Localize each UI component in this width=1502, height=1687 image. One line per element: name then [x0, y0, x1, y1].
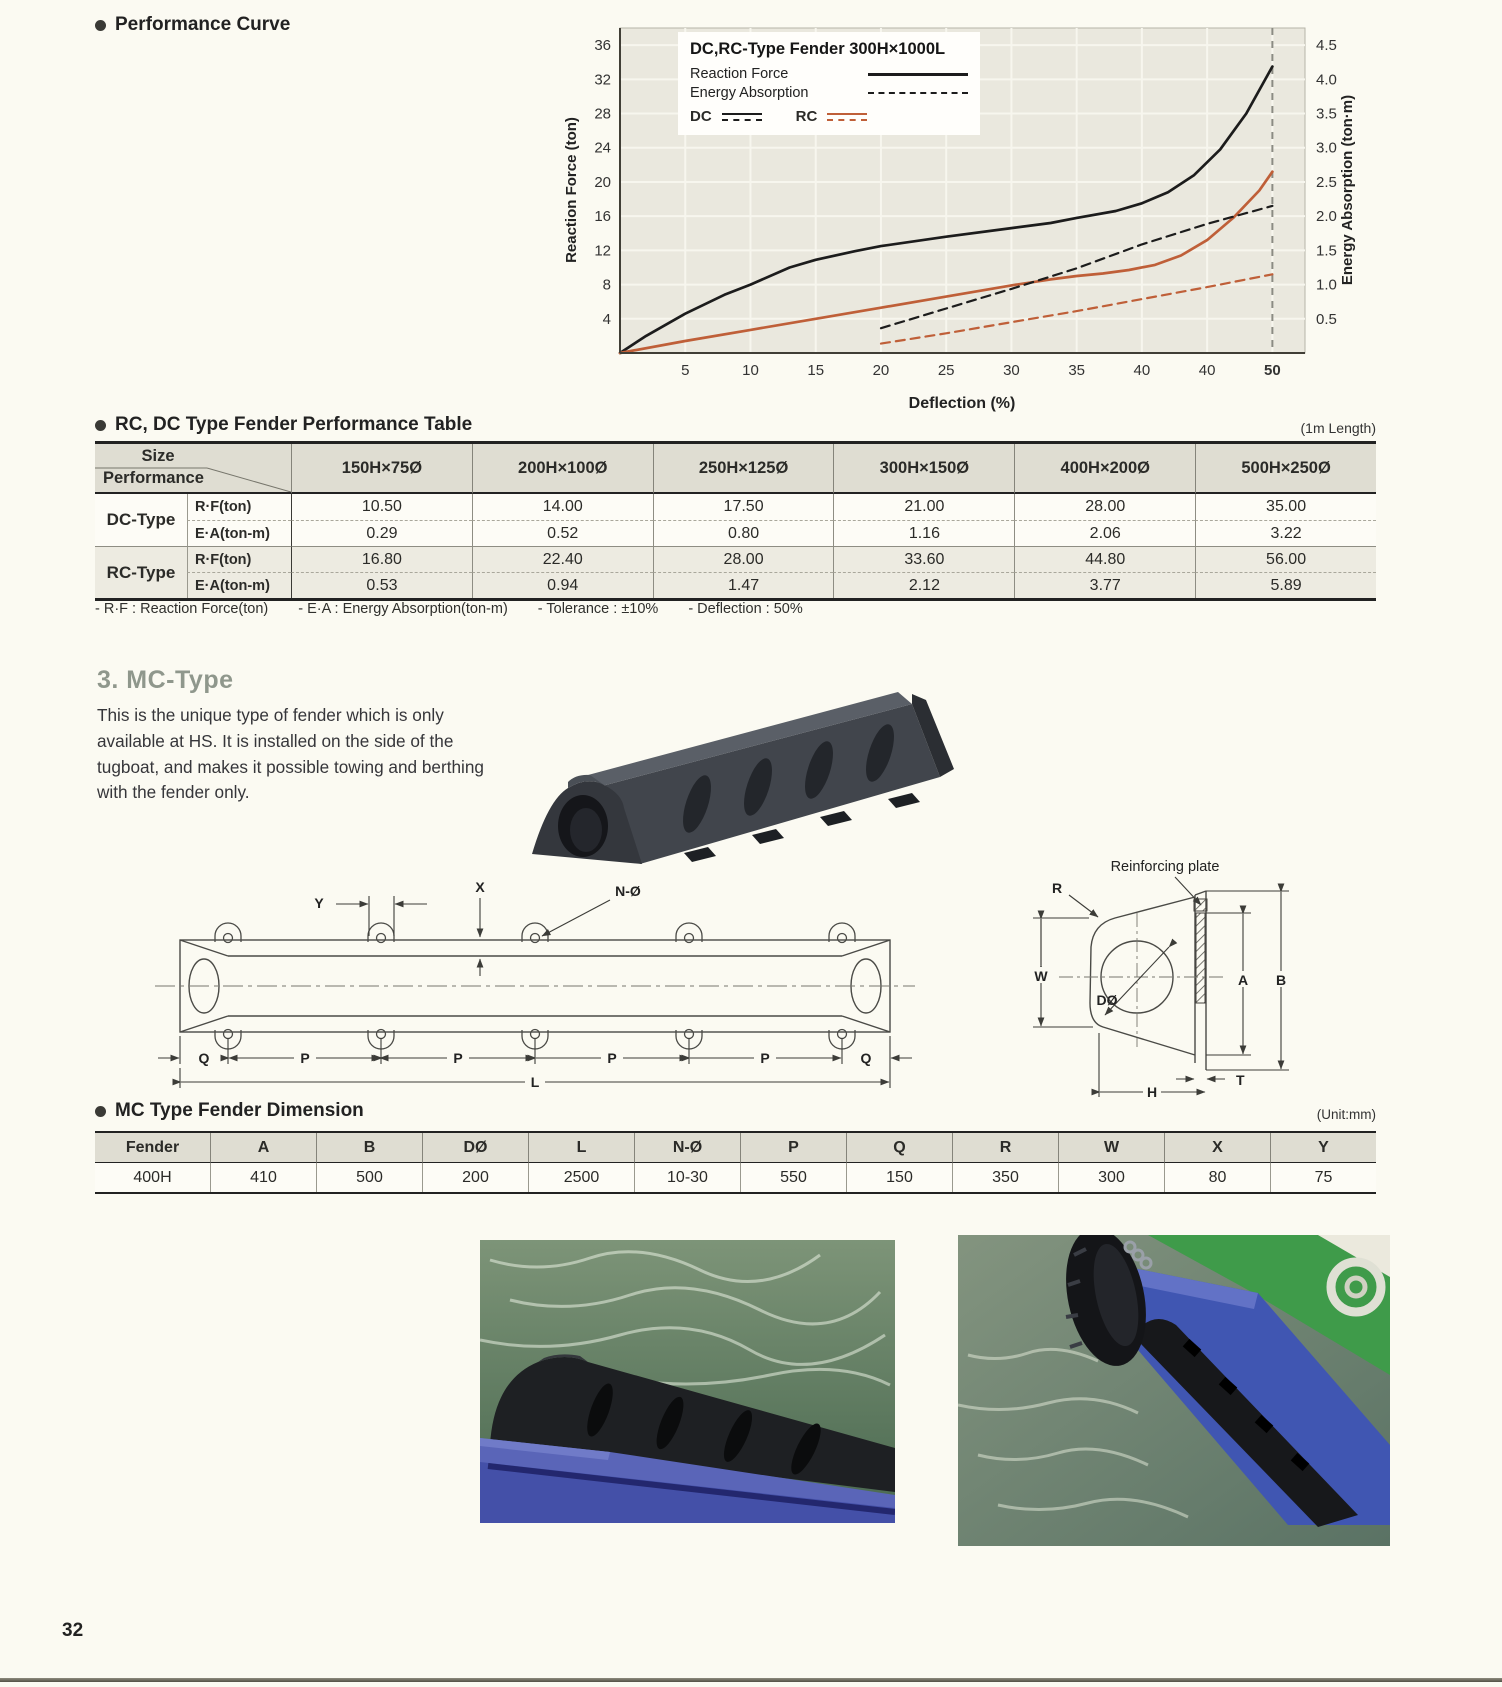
dim-table: [95, 1131, 1376, 1194]
x-tick-label: 25: [937, 362, 955, 379]
legend-dashed-line-icon: [868, 92, 968, 94]
cross-section-drawing: [995, 855, 1315, 1099]
perf-param-label: E·A(ton-m): [187, 520, 291, 546]
dim-table-title: MC Type Fender Dimension: [115, 1100, 364, 1121]
perf-value-cell: 3.22: [1195, 520, 1376, 546]
dim-col-header: W: [1058, 1133, 1164, 1163]
legend-solid-line-icon: [868, 73, 968, 76]
legend-row-dc-rc: [690, 108, 968, 125]
bottom-rule: [0, 1678, 1502, 1682]
dim-value-cell: 550: [740, 1163, 846, 1192]
svg-text:H: H: [1146, 1084, 1158, 1099]
dim-value-cell: 10-30: [634, 1163, 740, 1192]
svg-text:P: P: [300, 1050, 310, 1066]
perf-value-cell: 28.00: [653, 546, 834, 572]
dim-col-header: L: [528, 1133, 634, 1163]
dim-value-cell: 410: [210, 1163, 316, 1192]
y-left-tick-label: 28: [594, 105, 611, 123]
bullet-icon: [95, 420, 106, 431]
dim-col-header: Y: [1270, 1133, 1376, 1163]
dim-value-cell: 300: [1058, 1163, 1164, 1192]
bullet-icon: [95, 20, 106, 31]
x-tick-label: 40: [1198, 362, 1216, 379]
perf-param-label: R·F(ton): [187, 494, 291, 520]
perf-col-header: 400H×200Ø: [1014, 444, 1195, 494]
performance-curve-title: Performance Curve: [115, 14, 291, 35]
perf-table: [95, 441, 1376, 601]
svg-text:P: P: [453, 1050, 463, 1066]
chart-title: DC,RC-Type Fender 300H×1000L: [690, 40, 946, 58]
performance-chart: [560, 18, 1370, 422]
y-left-tick-label: 32: [594, 71, 611, 89]
y-axis-right-label: Energy Absorption (ton·m): [1339, 94, 1356, 286]
y-right-tick-label: 3.0: [1316, 139, 1337, 157]
perf-corner-cell: [95, 444, 291, 494]
svg-text:T: T: [1236, 1072, 1245, 1088]
length-note: (1m Length): [1300, 420, 1376, 436]
perf-value-cell: 3.77: [1014, 572, 1195, 598]
y-right-tick-label: 3.5: [1316, 105, 1337, 123]
legend-row-energy: [690, 85, 968, 101]
perf-value-cell: 0.53: [291, 572, 472, 598]
perf-table-footnotes: [95, 601, 1376, 617]
photo-left-fender-installed: [480, 1240, 895, 1523]
perf-col-header: 200H×100Ø: [472, 444, 653, 494]
perf-value-cell: 22.40: [472, 546, 653, 572]
y-left-tick-label: 24: [594, 139, 611, 157]
perf-value-cell: 1.47: [653, 572, 834, 598]
svg-text:DØ: DØ: [1096, 992, 1118, 1008]
perf-value-cell: 56.00: [1195, 546, 1376, 572]
perf-group-label: DC-Type: [95, 494, 187, 546]
perf-table-title: RC, DC Type Fender Performance Table: [115, 414, 473, 435]
dim-col-header: A: [210, 1133, 316, 1163]
svg-text:Q: Q: [198, 1050, 210, 1066]
perf-value-cell: 1.16: [833, 520, 1014, 546]
svg-text:P: P: [760, 1050, 770, 1066]
x-tick-label: 40: [1133, 362, 1151, 379]
mc-type-description: This is the unique type of fender which is only available at HS. It is installed on the side of the tugboat, and makes it possible towing and berthing with the fender only.: [97, 705, 484, 803]
perf-value-cell: 33.60: [833, 546, 1014, 572]
perf-group-label: RC-Type: [95, 546, 187, 598]
dim-col-header: Fender: [95, 1133, 210, 1163]
y-right-tick-label: 4.5: [1316, 37, 1337, 55]
y-left-tick-label: 36: [594, 37, 611, 55]
dim-value-cell: 350: [952, 1163, 1058, 1192]
perf-value-cell: 0.94: [472, 572, 653, 598]
perf-col-header: 500H×250Ø: [1195, 444, 1376, 494]
y-left-tick-label: 20: [594, 173, 611, 191]
perf-value-cell: 28.00: [1014, 494, 1195, 520]
dim-col-header: P: [740, 1133, 846, 1163]
x-tick-label: 10: [742, 362, 759, 379]
page-number: 32: [62, 1620, 84, 1641]
x-tick-label: 20: [872, 362, 890, 379]
perf-footnote: - Tolerance : ±10%: [537, 601, 659, 617]
dim-value-cell: 2500: [528, 1163, 634, 1192]
perf-table-heading: [95, 414, 472, 436]
chart-legend: [678, 32, 980, 135]
perf-param-label: R·F(ton): [187, 546, 291, 572]
perf-value-cell: 35.00: [1195, 494, 1376, 520]
corner-performance-label: Performance: [103, 469, 204, 487]
perf-footnote: - E·A : Energy Absorption(ton-m): [298, 601, 508, 617]
svg-text:X: X: [475, 879, 485, 895]
y-axis-left-label: Reaction Force (ton): [563, 117, 580, 263]
y-left-tick-label: 12: [594, 242, 611, 260]
dim-value-cell: 400H: [95, 1163, 210, 1192]
perf-footnote: - R·F : Reaction Force(ton): [95, 601, 269, 617]
legend-dc-lines-icon: [722, 113, 762, 121]
performance-curve-heading: [95, 14, 290, 36]
dim-col-header: DØ: [422, 1133, 528, 1163]
perf-value-cell: 14.00: [472, 494, 653, 520]
x-tick-label: 50: [1264, 362, 1281, 379]
perf-value-cell: 2.06: [1014, 520, 1195, 546]
svg-text:L: L: [530, 1074, 540, 1090]
perf-col-header: 300H×150Ø: [833, 444, 1014, 494]
dim-value-cell: 150: [846, 1163, 952, 1192]
section-outline: [1090, 891, 1206, 1070]
legend-reaction-label: Reaction Force: [690, 66, 789, 82]
plan-view-drawing: [150, 868, 920, 1096]
dim-value-cell: 80: [1164, 1163, 1270, 1192]
dim-col-header: N-Ø: [634, 1133, 740, 1163]
x-tick-label: 30: [1003, 362, 1020, 379]
bullet-icon: [95, 1106, 106, 1117]
x-axis-label: Deflection (%): [908, 395, 1016, 412]
y-left-tick-label: 16: [594, 208, 611, 226]
perf-value-cell: 21.00: [833, 494, 1014, 520]
x-tick-label: 15: [807, 362, 825, 379]
mc-fender-3d-illustration: [470, 642, 975, 880]
dim-value-cell: 200: [422, 1163, 528, 1192]
perf-footnote: - Deflection : 50%: [688, 601, 803, 617]
unit-note: (Unit:mm): [1316, 1107, 1376, 1122]
legend-dc-label: DC: [690, 108, 712, 125]
svg-text:N-Ø: N-Ø: [615, 883, 641, 899]
svg-text:B: B: [1275, 972, 1287, 988]
dim-col-header: X: [1164, 1133, 1270, 1163]
perf-col-header: 250H×125Ø: [653, 444, 834, 494]
y-right-tick-label: 1.0: [1316, 276, 1337, 294]
perf-value-cell: 0.80: [653, 520, 834, 546]
dimension-lines: [158, 896, 912, 1088]
perf-value-cell: 10.50: [291, 494, 472, 520]
svg-text:Reinforcing plate: Reinforcing plate: [1110, 859, 1220, 875]
x-tick-label: 35: [1068, 362, 1086, 379]
perf-value-cell: 0.29: [291, 520, 472, 546]
y-right-tick-label: 2.0: [1316, 208, 1337, 226]
perf-value-cell: 17.50: [653, 494, 834, 520]
y-left-tick-label: 8: [602, 276, 611, 294]
dim-col-header: B: [316, 1133, 422, 1163]
perf-table-header-row: [95, 414, 1376, 436]
perf-value-cell: 0.52: [472, 520, 653, 546]
perf-value-cell: 16.80: [291, 546, 472, 572]
svg-text:Y: Y: [314, 895, 324, 911]
corner-size-label: Size: [141, 447, 175, 465]
photo-right-fender-on-tugboat: [958, 1235, 1390, 1546]
svg-text:Q: Q: [860, 1050, 872, 1066]
svg-text:A: A: [1237, 972, 1249, 988]
dim-col-header: Q: [846, 1133, 952, 1163]
dim-table-header-row: [95, 1100, 1376, 1122]
svg-text:P: P: [607, 1050, 617, 1066]
reinforcing-plate: [1196, 913, 1205, 1003]
x-tick-label: 5: [681, 362, 690, 379]
legend-rc-label: RC: [795, 108, 818, 125]
y-left-tick-label: 4: [602, 310, 611, 328]
dim-col-header: R: [952, 1133, 1058, 1163]
perf-value-cell: 2.12: [833, 572, 1014, 598]
y-right-tick-label: 4.0: [1316, 71, 1337, 89]
y-right-tick-label: 1.5: [1316, 242, 1337, 260]
svg-text:W: W: [1034, 968, 1048, 984]
svg-text:R: R: [1051, 880, 1063, 896]
section-dim-labels: [1032, 859, 1290, 1099]
y-right-tick-label: 2.5: [1316, 173, 1337, 191]
perf-value-cell: 44.80: [1014, 546, 1195, 572]
perf-value-cell: 5.89: [1195, 572, 1376, 598]
legend-rc-lines-icon: [827, 113, 867, 121]
perf-param-label: E·A(ton-m): [187, 572, 291, 598]
dim-value-cell: 75: [1270, 1163, 1376, 1192]
dim-value-cell: 500: [316, 1163, 422, 1192]
mc-type-heading: 3. MC-Type: [97, 666, 234, 694]
legend-energy-label: Energy Absorption: [690, 85, 809, 101]
y-right-tick-label: 0.5: [1316, 310, 1337, 328]
perf-col-header: 150H×75Ø: [291, 444, 472, 494]
legend-row-reaction: [690, 66, 968, 82]
dim-table-heading: [95, 1100, 364, 1122]
